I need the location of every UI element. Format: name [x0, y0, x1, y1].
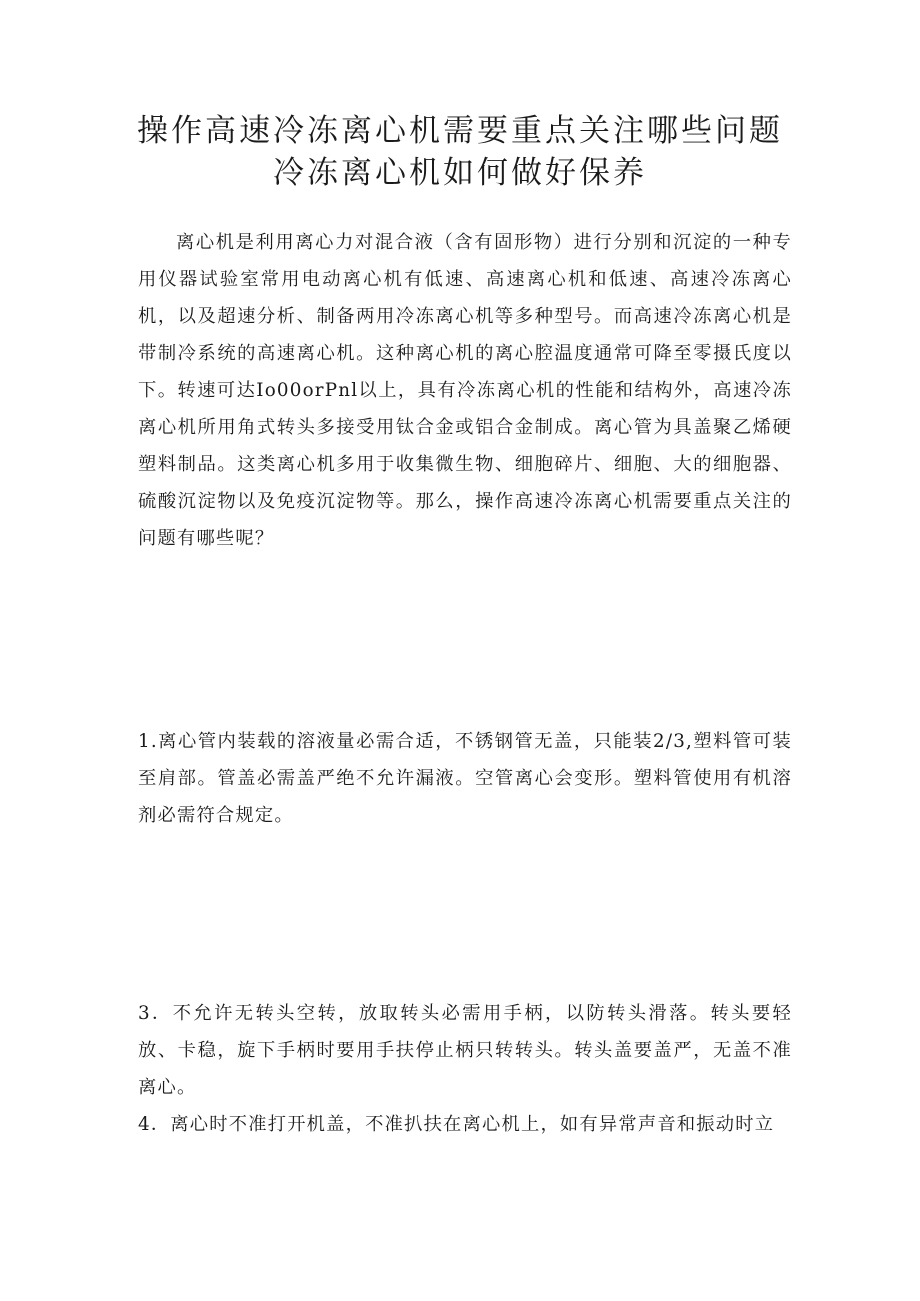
document-title-line-1: 操作高速冷冻离心机需要重点关注哪些问题	[137, 113, 783, 149]
document-title-line-2: 冷冻离心机如何做好保养	[273, 155, 647, 191]
list-item-1: 1.离心管内装载的溶液量必需合适，不锈钢管无盖，只能装2/3,塑料管可装至肩部。管盖必需盖严绝不允许漏液。空管离心会变形。塑料管使用有机溶剂必需符合规定。	[138, 731, 792, 826]
list-item-3: 3．不允许无转头空转，放取转头必需用手柄，以防转头滑落。转头要轻放、卡稳，旋下手柄时要用手扶停止柄只转转头。转头盖要盖严，无盖不准离心。	[138, 1003, 792, 1098]
list-item-4: 4．离心时不准打开机盖，不准扒扶在离心机上，如有异常声音和振动时立	[138, 1114, 775, 1135]
intro-paragraph: 离心机是利用离心力对混合液（含有固形物）进行分别和沉淀的一种专用仪器试验室常用电动离心机有低速、高速离心机和低速、高速冷冻离心机，以及超速分析、制备两用冷冻离心机等多种型号。而高速冷冻离心机是带制冷系统的高速离心机。这种离心机的离心腔温度通常可降至零摄氏度以下。转速可达Io00orPnl以上，具有冷冻离心机的性能和结构外，高速冷冻离心机所用角式转头多接受用钛合金或铝合金制成。离心管为具盖聚乙烯硬塑料制品。这类离心机多用于收集微生物、细胞碎片、细胞、大的细胞器、硫酸沉淀物以及免疫沉淀物等。那么，操作高速冷冻离心机需要重点关注的问题有哪些呢？	[138, 232, 792, 549]
